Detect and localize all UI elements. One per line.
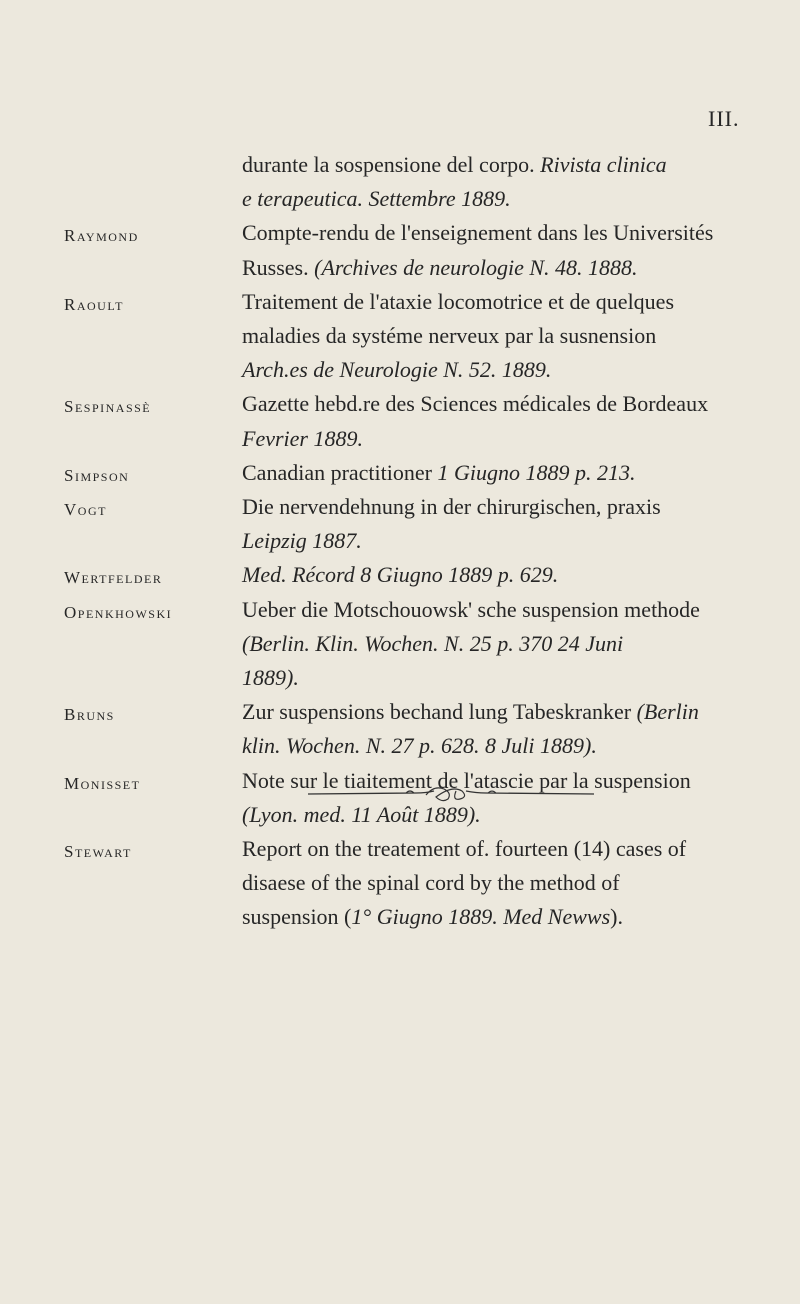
title-text: suspension ( <box>242 904 352 930</box>
reference-line <box>242 697 800 727</box>
title-text: Gazette hebd.re des Sciences médicales de Bordeaux <box>242 391 709 417</box>
reference-line <box>242 868 800 898</box>
reference-line <box>242 902 800 932</box>
reference-line <box>242 595 800 625</box>
title-text: Compte-rendu de l'enseignement dans les Universités <box>242 220 714 246</box>
author-name: Stewart <box>64 842 132 861</box>
citation-text: Med. Récord 8 Giugno 1889 p. 629. <box>242 562 559 588</box>
author-name: Bruns <box>64 705 115 725</box>
citation-text: (Archives de neurologie N. 48. 1888. <box>314 254 638 280</box>
citation-text: Rivista clinica <box>540 152 667 177</box>
reference-line <box>242 287 800 317</box>
title-text: ). <box>610 904 623 930</box>
citation-text: e terapeutica. Settembre 1889. <box>242 186 511 212</box>
reference-line <box>242 355 800 385</box>
reference-line <box>242 663 800 693</box>
continuation-line <box>242 184 800 214</box>
title-text: Zur suspensions bechand lung Tabeskranker <box>242 699 637 725</box>
citation-text: (Lyon. med. 11 Août 1889). <box>242 801 481 827</box>
author-name: Monisset <box>64 773 141 793</box>
continuation-line <box>242 150 800 180</box>
decorative-rule-ornament <box>306 781 596 805</box>
reference-line <box>242 389 800 419</box>
reference-line <box>242 492 800 522</box>
author-name: Raoult <box>64 294 124 314</box>
reference-line <box>242 321 800 351</box>
title-text: disaese of the spinal cord by the method of <box>242 870 620 896</box>
citation-text: Leipzig 1887. <box>242 528 362 554</box>
citation-text: 1889). <box>242 665 299 690</box>
citation-text: 1° Giugno 1889. Med Newws <box>351 904 611 930</box>
reference-line <box>242 424 800 454</box>
author-name: Raymond <box>64 226 139 246</box>
reference-line <box>242 560 800 590</box>
title-text: Ueber die Motschouowsk' sche suspension methode <box>242 596 700 622</box>
author-name: Simpson <box>64 465 130 485</box>
reference-line <box>242 253 800 283</box>
citation-text: klin. Wochen. N. 27 p. 628. 8 Juli 1889). <box>242 733 597 759</box>
title-text: durante la sospensione del corpo. <box>242 152 541 177</box>
title-text: Die nervendehnung in der chirurgischen, praxis <box>242 494 661 519</box>
author-name: Openkhowski <box>64 602 173 622</box>
title-text: Canadian practitioner <box>242 459 438 485</box>
reference-line <box>242 834 800 864</box>
title-text: Traitement de l'ataxie locomotrice et de quelques <box>242 288 675 314</box>
title-text: Report on the treatement of. fourteen (14) cases of <box>242 836 687 861</box>
reference-line <box>242 218 800 248</box>
citation-text: (Berlin. Klin. Wochen. N. 25 p. 370 24 Juni <box>242 630 624 656</box>
reference-line <box>242 526 800 556</box>
page-number: III. <box>708 106 740 131</box>
reference-line <box>242 629 800 659</box>
author-name: Vogt <box>64 500 107 519</box>
title-text: Russes. <box>242 254 315 280</box>
citation-text: 1 Giugno 1889 p. 213. <box>437 459 636 485</box>
citation-text: Arch.es de Neurologie N. 52. 1889. <box>242 357 552 383</box>
author-name: Sespinassè <box>64 397 152 417</box>
citation-text: (Berlin <box>636 699 699 725</box>
citation-text: Fevrier 1889. <box>242 425 363 451</box>
title-text: Note sur le tiaitement de l'atascie par la suspension <box>242 767 691 793</box>
author-name: Wertfelder <box>64 568 163 588</box>
title-text: maladies da systéme nerveux par la susnension <box>242 323 657 348</box>
reference-line <box>242 458 800 488</box>
reference-line <box>242 731 800 761</box>
